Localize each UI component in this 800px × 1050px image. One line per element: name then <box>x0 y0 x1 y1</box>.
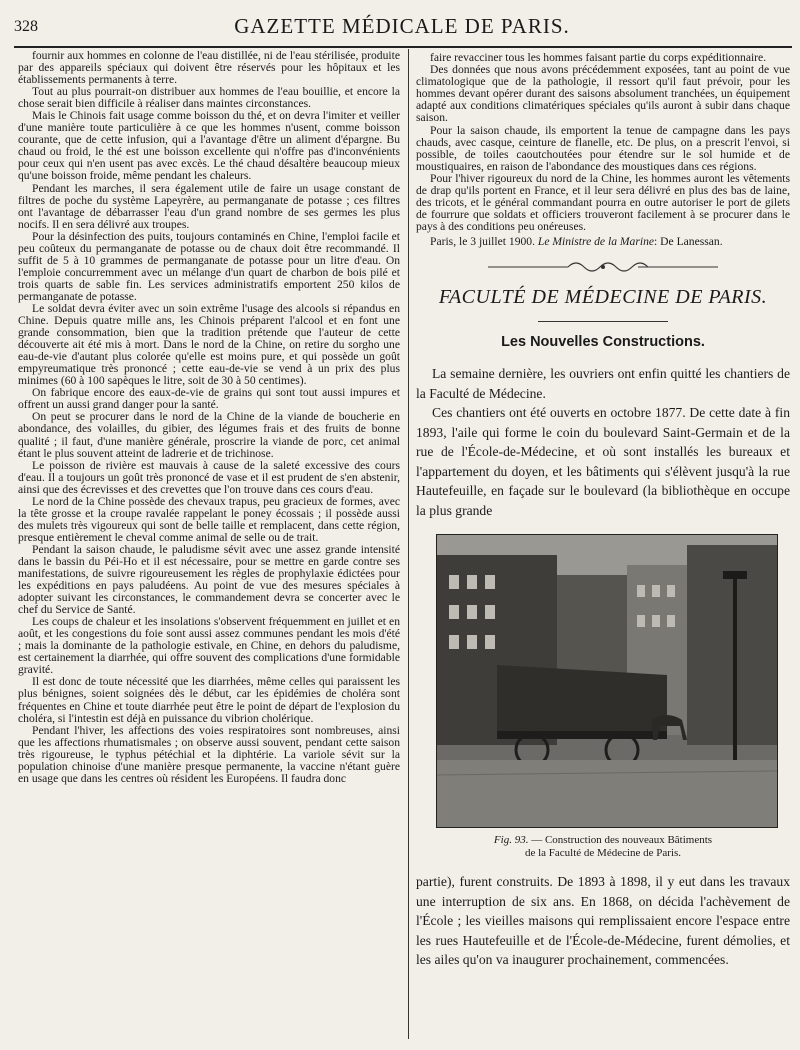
figure-label: Fig. 93. <box>493 834 529 847</box>
figure-caption <box>416 834 790 860</box>
ornament-divider <box>416 258 790 276</box>
signature-title: Le Ministre de la Marine <box>537 235 655 249</box>
signature-name: : De Lanessan. <box>654 235 723 249</box>
paragraph: faire revacciner tous les hommes faisant partie du corps expéditionnaire. <box>430 52 767 64</box>
paragraph: partie), furent construits. De 1893 à 1898, il y eut dans les travaux une interruption de six ans. En 1868, on décida l'achèvement de l'École ; les vieilles maisons qui remplissaient encore l'espace entre les rues Hautefeuille et de l'École-de-Médecine, furent démolies, et les ailes qu'on va inaugurer prochainement, commencées. <box>416 874 790 968</box>
page-header <box>14 10 790 38</box>
right-column <box>416 52 790 1042</box>
caption-line-2: de la Faculté de Médecine de Paris. <box>524 847 682 860</box>
paragraph: La semaine dernière, les ouvriers ont enfin quitté les chantiers de la Faculté de Médecine. <box>416 366 790 401</box>
title-rule <box>538 321 668 322</box>
decree-text <box>416 52 790 233</box>
faculty-title: FACULTÉ DE MÉDECINE DE PARIS. <box>438 286 768 309</box>
paragraph: Pour l'hiver rigoureux du nord de la Chine, les hommes auront les vêtements de drap qu'ils portent en France, et il leur sera délivré en plus des bas de laine, des tricots, et le général commandant pourra en outre autoriser le port de gilets de fourrure que soldats et officiers trouveront facilement à se procurer dans le pays à des conditions peu onéreuses. <box>416 171 790 234</box>
paragraph: Pour la saison chaude, ils emportent la tenue de campagne dans les pays chauds, avec casque, ceinture de flanelle, etc. De plus, on a prescrit l'envoi, si possible, de toiles caoutchoutées pour étendre sur le sol humide et de moustiquaires, en raison de l'abondance des moustiques dans ces régions. <box>416 123 790 173</box>
paragraph: Le poisson de rivière est mauvais à cause de la saleté excessive des cours d'eau. Il a toujours un goût très prononcé de vase et il est prudent de s'en abstenir, ainsi que des écrevisses et des crevettes que l'on trouve dans ces cours d'eau. <box>18 458 400 496</box>
paragraph: On fabrique encore des eaux-de-vie de grains qui sont tout aussi impures et offrent un aussi grand danger pour la santé. <box>18 386 400 412</box>
running-title: GAZETTE MÉDICALE DE PARIS. <box>234 14 570 38</box>
signature-line <box>416 235 790 248</box>
paragraph: Tout au plus pourrait-on distribuer aux hommes de l'eau bouillie, et encore la chose serait bien difficile à réaliser dans maintes circonstances. <box>18 85 400 111</box>
paragraph: Des données que nous avons précédemment exposées, tant au point de vue climatologique que de la pathologie, il ressort qu'il faut prévoir, pour les hommes devant opérer durant des saisons absolument tranchées, un équipement adapté aux conditions climatériques spéciales qu'ils auront à subir dans chaque saison. <box>416 63 790 125</box>
paragraph: Le soldat devra éviter avec un soin extrême l'usage des alcools si répandus en Chine. Depuis quatre mille ans, les Chinois préparent l'alcool et en font une grande consommation, bien que la tradition prétende que l'auteur de cette découverte ait été mis à mort. Dans le nord de la Chine, on retire du sorgho une eau-de-vie d'autant plus colorée qu'elle est moins pure, et qui possède un goût empyreumatique très prononcé ; cette eau-de-vie se vend à un prix des plus minimes (60 à 100 sapèques le litre, soit de 30 à 50 centimes). <box>18 301 400 388</box>
header-rule <box>14 46 792 48</box>
column-divider <box>408 49 409 1039</box>
article-body <box>416 364 790 520</box>
signature-place: Paris, le 3 juillet 1900. <box>430 235 535 249</box>
left-column <box>18 50 400 1040</box>
paragraph: fournir aux hommes en colonne de l'eau distillée, ni de l'eau stérilisée, produite par des appareils spéciaux qui doivent être réservés pour les hôpitaux et les établissements permanents à terre. <box>18 50 400 87</box>
paragraph: Le nord de la Chine possède des chevaux trapus, peu gracieux de formes, avec la tête grosse et la croupe ravalée rappelant le poney écossais ; il possède aussi des mulets très vigoureux qui sont de belle taille et remplacent, dans cette région, presque entièrement le cheval comme animal de selle ou de trait. <box>18 494 400 544</box>
paragraph: Pendant l'hiver, les affections des voies respiratoires sont nombreuses, ainsi que les affections rhumatismales ; on observe aussi souvent, pendant cette saison très rigoureuse, le typhus pétéchial et la diphtérie. La variole sévit sur la population chinoise d'une manière presque permanente, la vaccine n'étant guère en usage que dans les centres où résident les Européens. Il faudra donc <box>18 723 400 785</box>
paragraph: Pour la désinfection des puits, toujours contaminés en Chine, l'emploi facile et peu coûteux du permanganate de potasse ou de chaux doit être recommandé. Il suffit de 5 à 10 grammes de permanganate de potasse pour un litre d'eau. On l'emploie concurremment avec un mélange d'un quart de charbon de bois pilé et trois quarts de sable fin. Les services administratifs emportent 250 kilos de permanganate de potasse. <box>18 229 400 303</box>
construction-photo <box>436 534 778 828</box>
page-number: 328 <box>14 18 38 35</box>
paragraph: Mais le Chinois fait usage comme boisson du thé, et on devra l'imiter et veiller d'une manière toute particulière à ce que les hommes n'usent, comme boisson courante, que de cette infusion, qui a l'avantage d'être un aliment d'épargne. Bu chaud ou froid, le thé est une boisson excellente qui n'offre pas d'inconvénients pour ceux qui n'en usent pas avec excès. Le thé chaud désaltère beaucoup mieux qu'une boisson froide, même pendant les chaleurs. <box>18 109 400 183</box>
caption-line-1: — Construction des nouveaux Bâtiments <box>528 834 713 847</box>
paragraph: Ces chantiers ont été ouverts en octobre 1877. De cette date à fin 1893, l'aile qui forme le coin du boulevard Saint-Germain et de la rue de l'École-de-Médecine, et où sont installés les bureaux et l'appartement du doyen, et les bâtiments qui s'élèvent jusqu'à la rue Hautefeuille, en façade sur le boulevard (la bibliothèque en occupe la plus grande <box>416 405 790 518</box>
section-title: Les Nouvelles Constructions. <box>501 334 705 351</box>
paragraph: Il est donc de toute nécessité que les diarrhées, même celles qui paraissent les plus bénignes, soient soignées dès le début, car les épidémies de choléra sont fréquentes en Chine et toute diarrhée peut être le point de départ de l'explosion du choléra, si l'intestin est déjà en puissance du vibrion cholérique. <box>18 675 400 725</box>
paragraph: Pendant les marches, il sera également utile de faire un usage constant de filtres de poche du système Lapeyrère, au permanganate de potasse ; ces filtres ont l'avantage de débarrasser l'eau d'un grand nombre de ses germes les plus nocifs. Il en sera délivré aux troupes. <box>18 181 400 231</box>
paragraph: Pendant la saison chaude, le paludisme sévit avec une assez grande intensité dans le bassin du Péi-Ho et il est nécessaire, pour se mettre en garde contre ses manifestations, de suivre rigoureusement les règles de prophylaxie édictées pour les expéditions en pays paludéens. Au point de vue des mesures spéciales à adopter suivant les circonstances, le commandement devra se concerter avec le chef du Service de Santé. <box>18 542 400 617</box>
paragraph: On peut se procurer dans le nord de la Chine de la viande de boucherie en abondance, des volailles, du gibier, des légumes frais et des fruits de bonne qualité ; il faut, d'une manière générale, proscrire la viande de porc, cet animal étant le plus souvent atteint de ladrerie et de trichinose. <box>18 410 400 460</box>
article-continuation <box>416 872 790 970</box>
paragraph: Les coups de chaleur et les insolations s'observent fréquemment en juillet et en août, et les congestions du foie sont aussi assez communes pendant les mois d'été ; mais la dominante de la pathologie estivale, en Chine, en dehors du paludisme, est certainement la diarrhée, qui offre souvent des complications d'une formidable gravité. <box>18 615 400 677</box>
